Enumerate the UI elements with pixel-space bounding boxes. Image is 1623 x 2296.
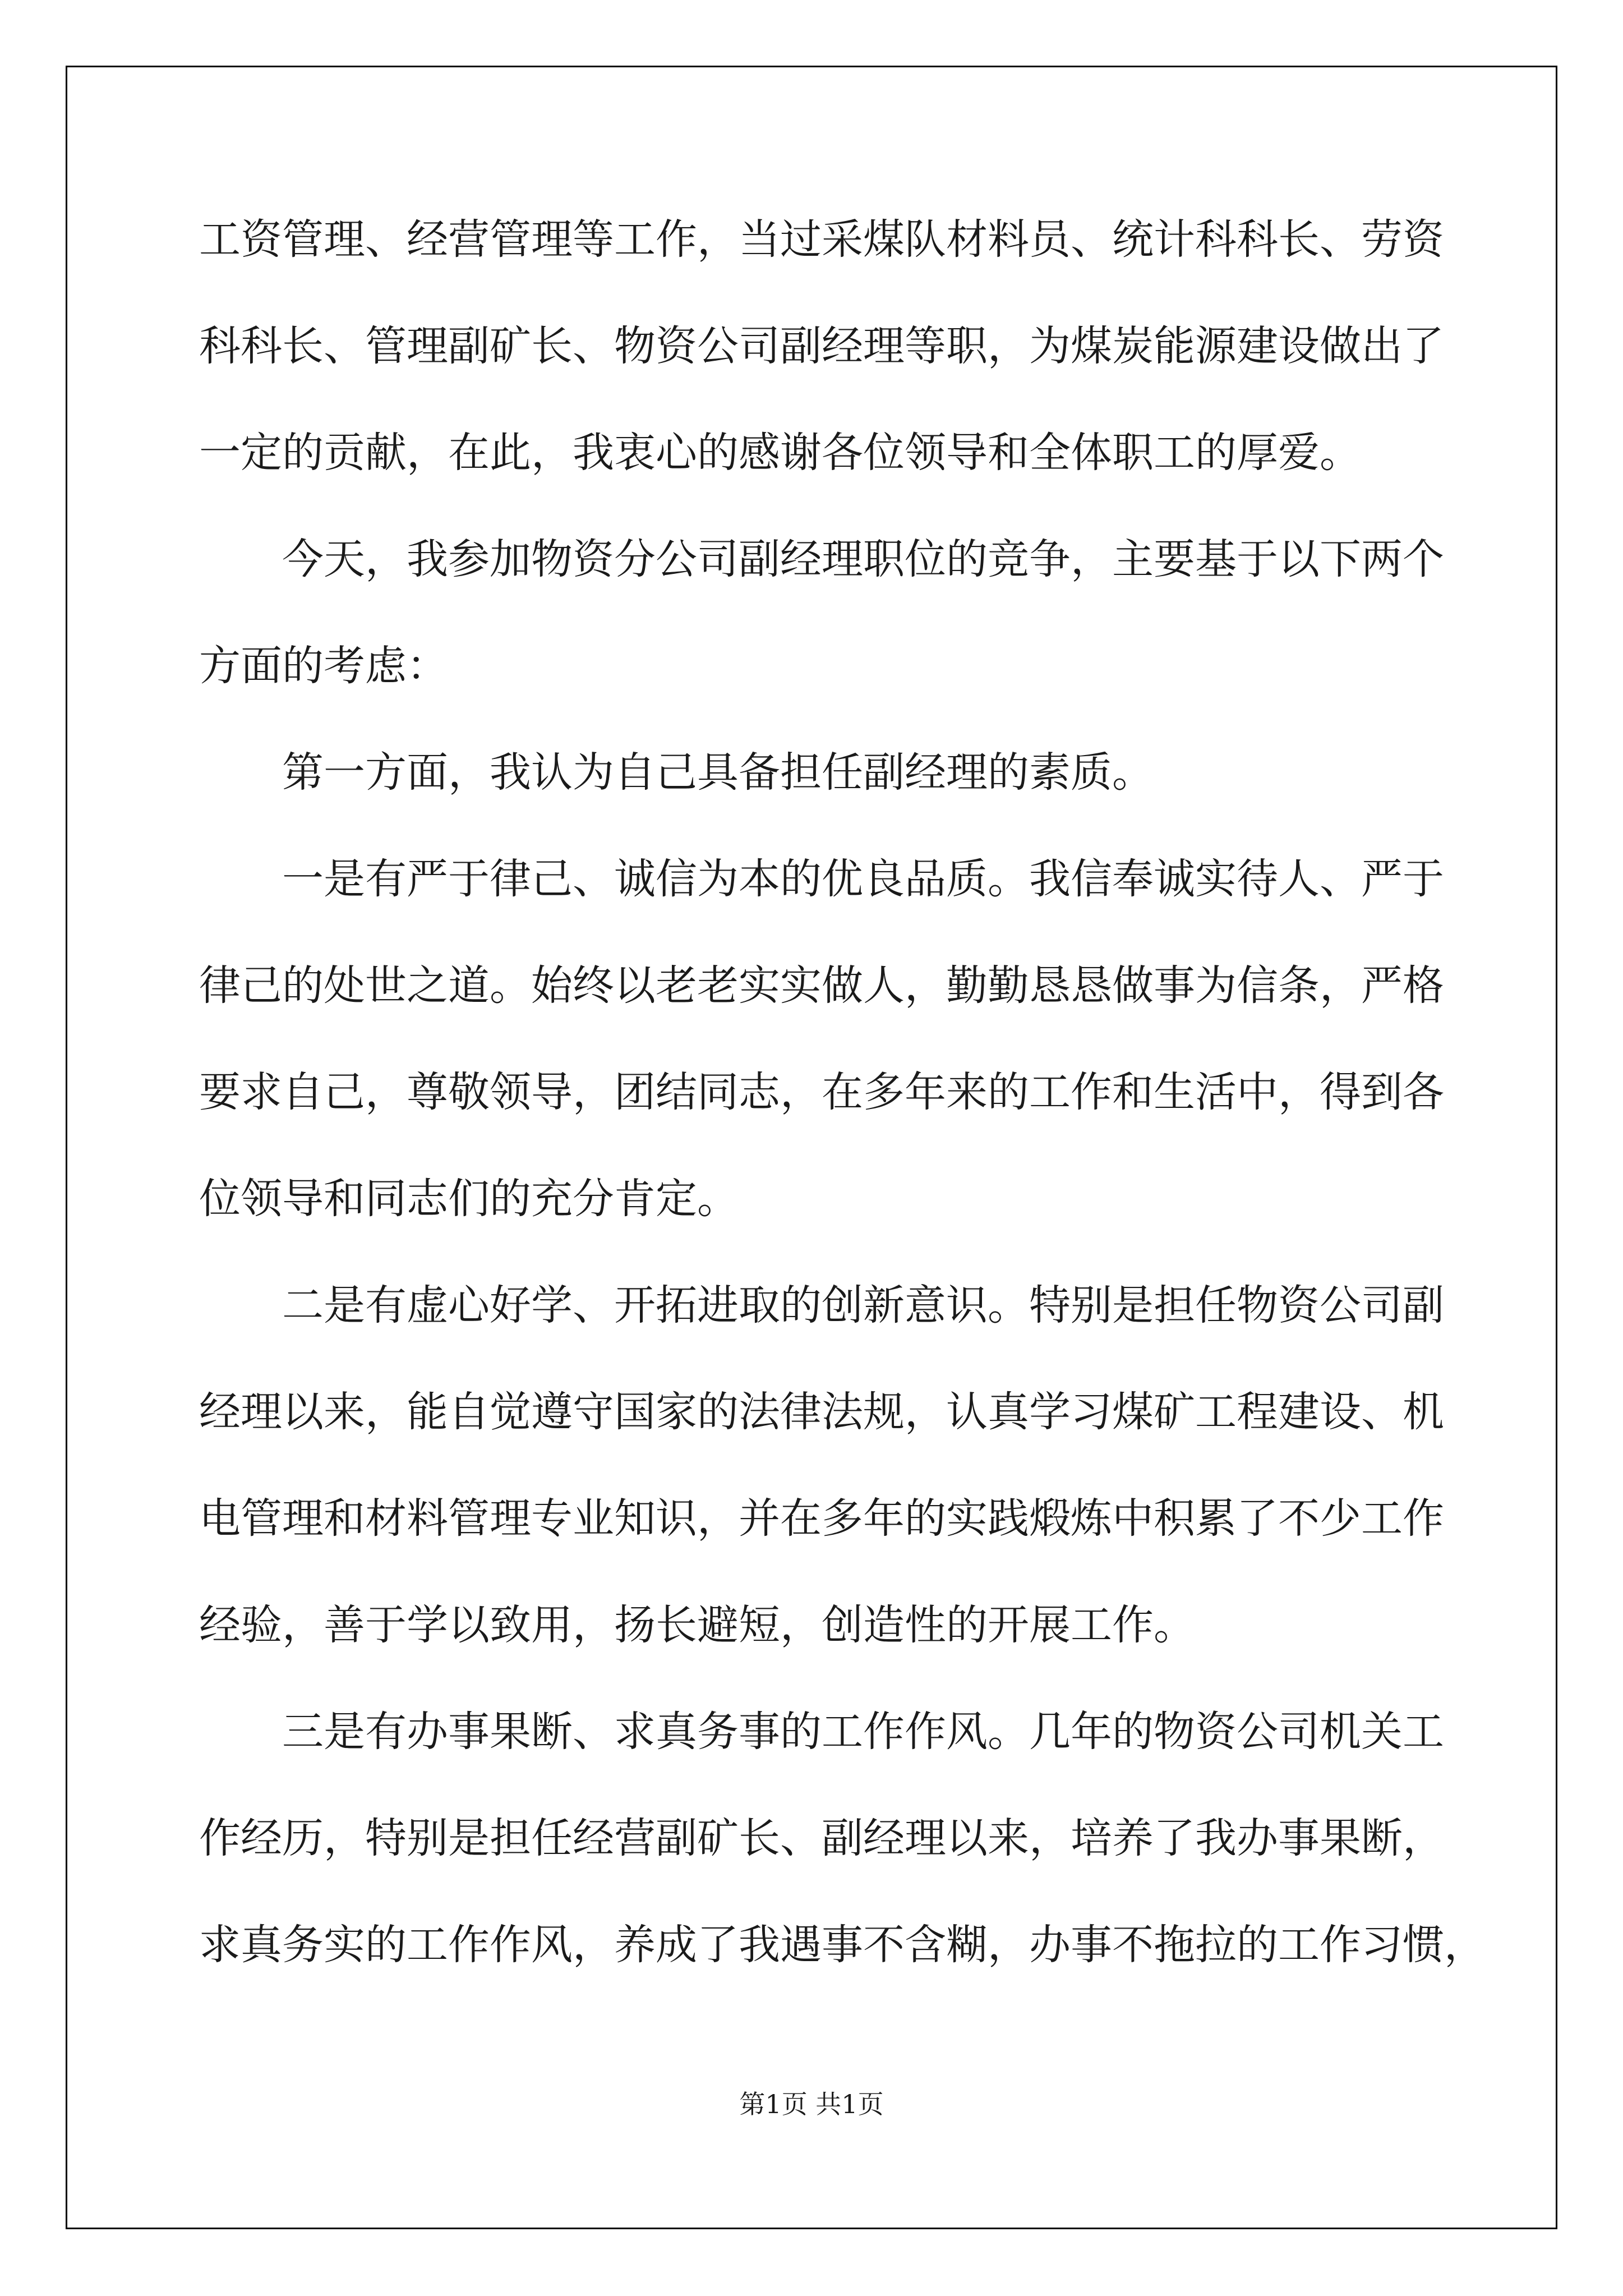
text-line: 律己的处世之道。始终以老老实实做人，勤勤恳恳做事为信条，严格 bbox=[199, 961, 1444, 1010]
paragraph-first-line: 三是有办事果断、求真务事的工作作风。几年的物资公司机关工 bbox=[282, 1708, 1444, 1756]
text-line: 作经历，特别是担任经营副矿长、副经理以来，培养了我办事果断， bbox=[199, 1814, 1444, 1862]
text-line: 方面的考虑： bbox=[199, 642, 448, 690]
page-footer bbox=[0, 2084, 1623, 2121]
text-line: 位领导和同志们的充分肯定。 bbox=[199, 1175, 739, 1223]
page-number: 第1页 共1页 bbox=[739, 2089, 884, 2119]
text-line: 一定的贡献，在此，我衷心的感谢各位领导和全体职工的厚爱。 bbox=[199, 429, 1361, 477]
text-line: 工资管理、经营管理等工作，当过采煤队材料员、统计科科长、劳资 bbox=[199, 215, 1444, 264]
text-line: 求真务实的工作作风，养成了我遇事不含糊，办事不拖拉的工作习惯， bbox=[199, 1921, 1486, 1969]
page-border bbox=[66, 66, 1557, 2229]
text-line: 电管理和材料管理专业知识，并在多年的实践煅炼中积累了不少工作 bbox=[199, 1494, 1444, 1543]
paragraph-first-line: 一是有严于律己、诚信为本的优良品质。我信奉诚实待人、严于 bbox=[282, 855, 1444, 903]
text-line: 经理以来，能自觉遵守国家的法律法规，认真学习煤矿工程建设、机 bbox=[199, 1388, 1444, 1436]
text-line: 科科长、管理副矿长、物资公司副经理等职，为煤炭能源建设做出了 bbox=[199, 322, 1444, 370]
paragraph-first-line: 今天，我参加物资分公司副经理职位的竞争，主要基于以下两个 bbox=[282, 535, 1444, 583]
paragraph-first-line: 二是有虚心好学、开拓进取的创新意识。特别是担任物资公司副 bbox=[282, 1281, 1444, 1329]
text-line: 要求自己，尊敬领导，团结同志，在多年来的工作和生活中，得到各 bbox=[199, 1068, 1444, 1116]
text-line: 经验，善于学以致用，扬长避短，创造性的开展工作。 bbox=[199, 1601, 1195, 1649]
paragraph-first-line: 第一方面，我认为自己具备担任副经理的素质。 bbox=[282, 748, 1154, 797]
